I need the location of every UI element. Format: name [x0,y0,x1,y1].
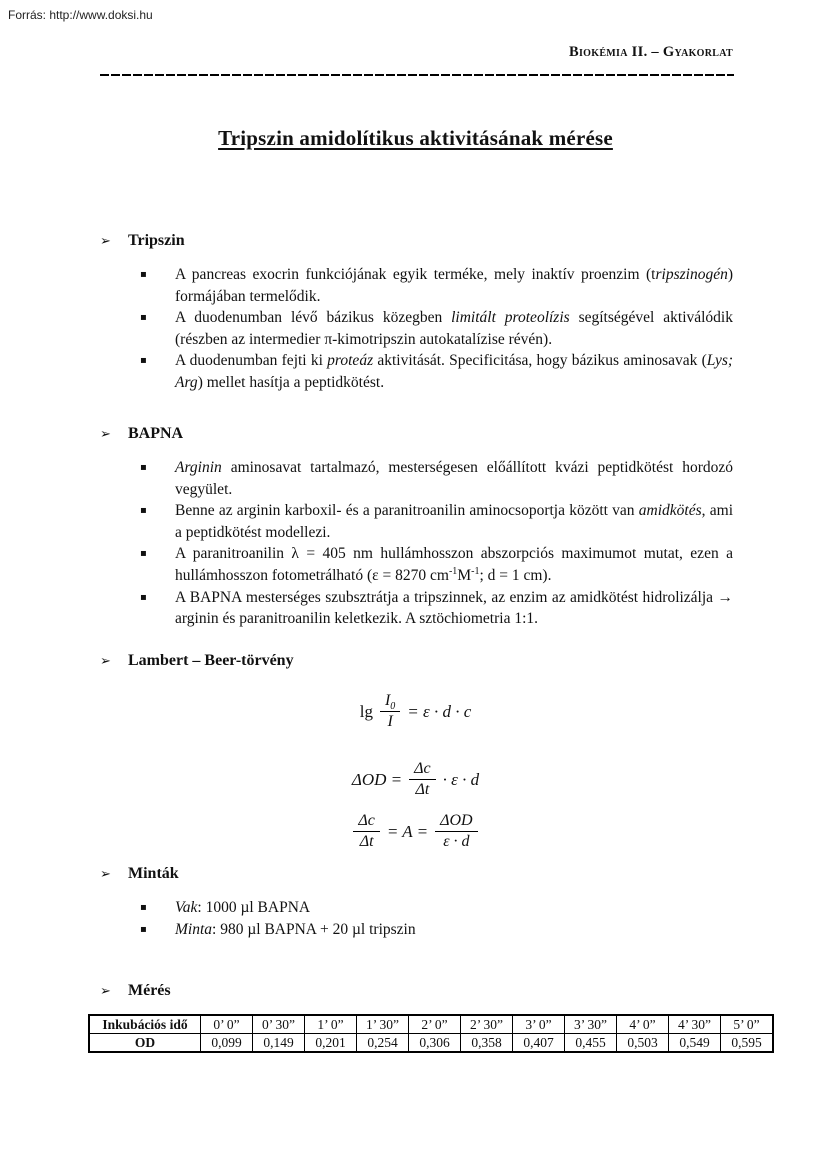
list-item-text: Vak: 1000 µl BAPNA [175,899,311,916]
section-heading-tripszin [100,232,731,250]
fraction [380,692,400,731]
list-item-text: Arginin aminosavat tartalmazó, mesterségesen előállított kvázi peptidkötést hordozó vegyület. [175,459,733,498]
list-item-text: Benne az arginin karboxil- és a paranitroanilin aminocsoportja között van amidkötés, ami a peptidkötést modellezi. [175,502,734,541]
table-cell: 1’ 0” [305,1015,357,1034]
fraction-denominator: Δt [415,781,430,798]
section-heading-label: Tripszin [128,232,185,249]
list-item-text: A duodenumban lévő bázikus közegben limitált proteolízis segítségével aktiválódik (részben az intermedier π-kimotripszin autokatalízise révén). [175,309,733,348]
table-cell: 0,503 [617,1034,669,1053]
square-bullet-icon: ▪ [140,548,147,560]
table-cell: 4’ 0” [617,1015,669,1034]
formula-activity [100,812,731,851]
section-heading-label: BAPNA [128,425,184,442]
table-cell: 2’ 30” [461,1015,513,1034]
section-heading-label: Lambert – Beer-törvény [128,652,294,669]
fraction-numerator: Δc [409,760,436,780]
list-item-text: A duodenumban fejti ki proteáz aktivitását. Specificitása, hogy bázikus aminosavak (Lys; Arg) mellet hasítja a peptidkötést. [175,352,734,391]
arrow-bullet-icon: ➢ [100,654,111,669]
table-row-incubation-time [89,1015,773,1034]
formula-mid: = A = [386,821,429,841]
list-item-text: Minta: 980 µl BAPNA + 20 µl tripszin [175,920,416,938]
list-item-text: A paranitroanilin λ = 405 nm hullámhosszon abszorpciós maximumot mutat, ezen a hullámhosszon fotometrálható (ε = 8270 $cm^{-1}M^{-1}$; d = 1 cm). [175,545,733,584]
tripszin-bullet-list [100,264,733,394]
list-item [100,500,733,543]
table-cell: 0,149 [253,1034,305,1053]
formula-rhs: = ε · d · c [407,701,472,721]
table-cell: 0,099 [201,1034,253,1053]
section-heading-bapna [100,425,731,443]
mintak-bullet-list [100,897,733,940]
table-cell: 0,549 [669,1034,721,1053]
formula-operator: lg [359,701,373,721]
fraction [409,760,436,799]
list-item [100,457,733,500]
table-cell: 1’ 30” [357,1015,409,1034]
table-cell: 2’ 0” [409,1015,461,1034]
list-item [100,350,733,393]
arrow-bullet-icon: ➢ [100,427,111,442]
table-cell: 0,595 [721,1034,774,1053]
table-cell: 0,358 [461,1034,513,1053]
list-item [100,919,733,941]
fraction-numerator: $I_0$ [380,692,400,712]
list-item [100,264,733,307]
table-cell: 0,306 [409,1034,461,1053]
arrow-bullet-icon: ➢ [100,867,111,882]
section-heading-meres [100,982,731,1000]
fraction-denominator: I [387,713,393,730]
square-bullet-icon: ▪ [140,923,147,935]
formula-delta-od [100,760,731,799]
square-bullet-icon: ▪ [140,591,147,603]
table-cell: 0’ 30” [253,1015,305,1034]
fraction-denominator: Δt [359,833,374,850]
header-divider [100,74,734,76]
row-header-od: OD [89,1034,201,1053]
square-bullet-icon: ▪ [140,355,147,367]
square-bullet-icon: ▪ [140,462,147,473]
fraction-numerator: Δc [353,812,380,832]
arrow-bullet-icon: ➢ [100,234,111,249]
list-item [100,587,733,630]
bapna-bullet-list [100,457,733,630]
source-note: Forrás: http://www.doksi.hu [8,8,153,22]
section-heading-label: Mérés [128,982,171,999]
fraction-numerator: ΔOD [435,812,478,832]
fraction-denominator: ε · d [443,833,470,850]
fraction [353,812,380,851]
list-item [100,307,733,350]
table-cell: 0,254 [357,1034,409,1053]
arrow-bullet-icon: ➢ [100,984,111,999]
table-cell: 0,455 [565,1034,617,1053]
table-cell: 0’ 0” [201,1015,253,1034]
formula-lambert-beer [100,692,731,731]
table-cell: 3’ 0” [513,1015,565,1034]
table-cell: 0,407 [513,1034,565,1053]
table-cell: 4’ 30” [669,1015,721,1034]
row-header-incubation-time: Inkubációs idő [89,1015,201,1034]
square-bullet-icon: ▪ [140,312,147,324]
list-item [100,897,733,919]
page-title: Tripszin amidolítikus aktivitásának mérése [218,126,613,150]
table-row-od [89,1034,773,1053]
section-heading-lambert-beer [100,652,731,670]
list-item [100,543,733,586]
formula-lhs: ΔOD = [351,769,403,789]
list-item-text: A BAPNA mesterséges szubsztrátja a tripszinnek, az enzim az amidkötést hidrolizálja → arginin és paranitroanilin keletkezik. A sztöchiometria 1:1. [175,588,733,628]
header-course-label: Biokémia II. – Gyakorlat [569,44,733,60]
table-cell: 3’ 30” [565,1015,617,1034]
square-bullet-icon: ▪ [140,505,147,517]
table-cell: 0,201 [305,1034,357,1053]
square-bullet-icon: ▪ [140,269,147,280]
formula-rhs: · ε · d [442,769,480,789]
list-item-text: A pancreas exocrin funkciójának egyik terméke, mely inaktív proenzim (tripszinogén) formájában termelődik. [175,266,733,305]
measurement-table [88,1014,774,1053]
table-cell: 5’ 0” [721,1015,774,1034]
section-heading-mintak [100,865,731,883]
square-bullet-icon: ▪ [140,902,147,913]
section-heading-label: Minták [128,865,179,882]
fraction [435,812,478,851]
